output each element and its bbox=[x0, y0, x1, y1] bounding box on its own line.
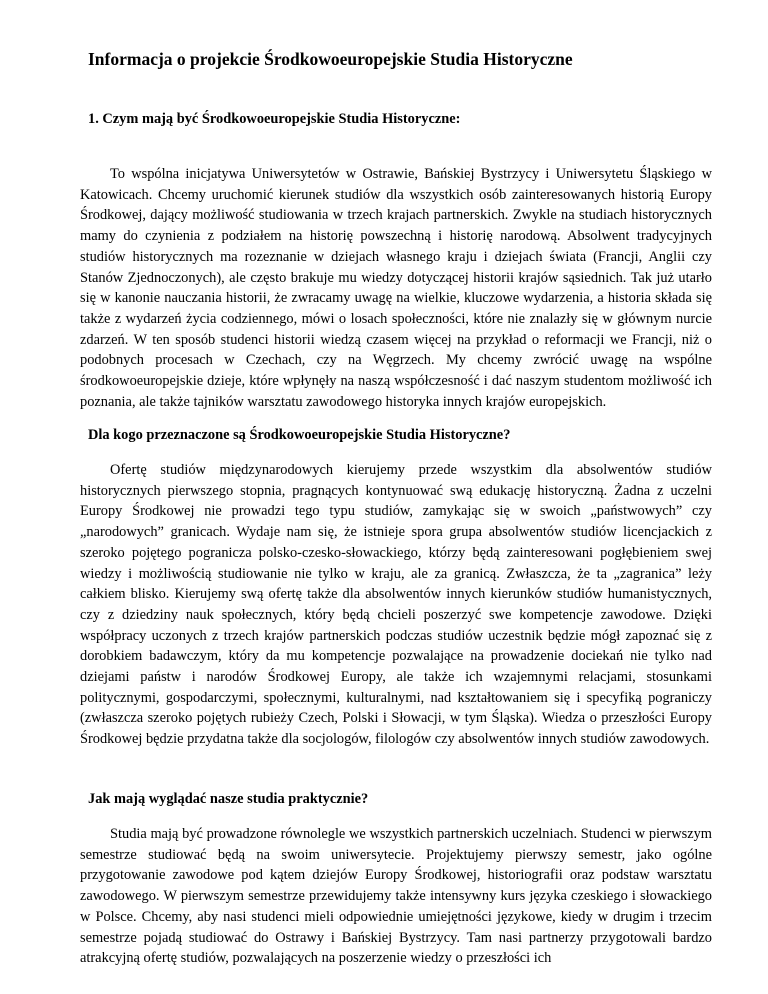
section-paragraph-audience: Ofertę studiów międzynarodowych kierujemy przede wszystkim dla absolwentów studiów historycznych pierwszego stopnia, pragnących kontynuować swą edukację historyczną. Żadna z uczelni Europy Środkowej nie prowadzi tego typu studiów, zamykając się w swoich „państwowych” czy „narodowych” granicach. Wydaje nam się, że istnieje spora grupa absolwentów studiów licencjackich z szeroko pojętego pogranicza polsko-czesko-słowackiego, którzy będą zainteresowani pogłębieniem swej wiedzy i możliwością studiowanie nie tylko w kraju, ale za granicą. Zwłaszcza, że ta „zagranica” leży całkiem blisko. Kierujemy swą ofertę także dla absolwentów innych kierunków studiów humanistycznych, czy z dziedziny nauk społecznych, który będą chcieli poszerzyć swe kompetencje zawodowe. Dzięki współpracy uczonych z trzech krajów partnerskich podczas studiów uczestnik będzie mógł zapoznać się z dorobkiem badawczym, który da mu kompetencje pozwalające na prowadzenie dociekań nie tylko nad dziejami państw i narodów Środkowej Europy, ale także ich wzajemnymi relacjami, stosunkami politycznymi, gospodarczymi, społecznymi, kulturalnymi, nad kształtowaniem się i specyfiką pograniczy (zwłaszcza szeroko pojętych rubieży Czech, Polski i Słowacji, w tym Śląska). Wiedza o przeszłości Europy Środkowej będzie przydatna także dla socjologów, filologów czy absolwentów innych studiów zawodowych. bbox=[80, 462, 712, 748]
section-paragraph-what: To wspólna inicjatywa Uniwersytetów w Ostrawie, Bańskiej Bystrzycy i Uniwersytetu Śląskiego w Katowicach. Chcemy uruchomić kierunek studiów dla wszystkich osób zainteresowanych historią Europy Środkowej, dający możliwość studiowania w trzech krajach partnerskich. Zwykle na studiach historycznych mamy do czynienia z podziałem na historię powszechną i historię narodową. Absolwent tradycyjnych studiów historycznych ma rozeznanie w dziejach własnego kraju i dziejach świata (Francji, Anglii czy Stanów Zjednoczonych), ale często brakuje mu wiedzy dotyczącej historii krajów sąsiednich. Tak już utarło się w kanonie nauczania historii, że zwracamy uwagę na wielkie, kluczowe wydarzenia, a historia składa się także z wydarzeń życia codziennego, mówi o losach społeczności, które nie znalazły się w głównym nurcie zdarzeń. W ten sposób studenci historii wiedzą czasem więcej na przykład o reformacji we Francji, niż o podobnych procesach w Czechach, czy na Węgrzech. My chcemy zwrócić uwagę na wspólne środkowoeuropejskie dzieje, które wpłynęły na naszą współczesność i dać naszym studentom możliwość ich poznania, ale także tajników warsztatu zawodowego historyka innych krajów europejskich. bbox=[80, 166, 712, 410]
document-title: Informacja o projekcie Środkowoeuropejskie Studia Historyczne bbox=[88, 49, 573, 69]
section-paragraph-practice: Studia mają być prowadzone równolegle we wszystkich partnerskich uczelniach. Studenci w pierwszym semestrze studiować będą na swoim uniwersytecie. Projektujemy pierwszy semestr, jako ogólne przygotowanie zawodowe pod kątem dziejów Europy Środkowej, historiografii oraz podstaw warsztatu zawodowego. W pierwszym semestrze przewidujemy także intensywny kurs języka czeskiego i słowackiego w Polsce. Chcemy, aby nasi studenci mieli odpowiednie umiejętności językowe, kiedy w drugim i trzecim semestrze pojadą studiować do Ostrawy i Bańskiej Bystrzycy. Tam nasi partnerzy przygotowali bardzo atrakcyjną ofertę studiów, pozwalających na poszerzenie wiedzy o przeszłości ich bbox=[80, 826, 712, 967]
section-heading-audience: Dla kogo przeznaczone są Środkowoeuropejskie Studia Historyczne? bbox=[88, 427, 511, 443]
section-heading-practice: Jak mają wyglądać nasze studia praktycznie? bbox=[88, 791, 369, 807]
section-heading-what: 1. Czym mają być Środkowoeuropejskie Studia Historyczne: bbox=[88, 111, 461, 127]
